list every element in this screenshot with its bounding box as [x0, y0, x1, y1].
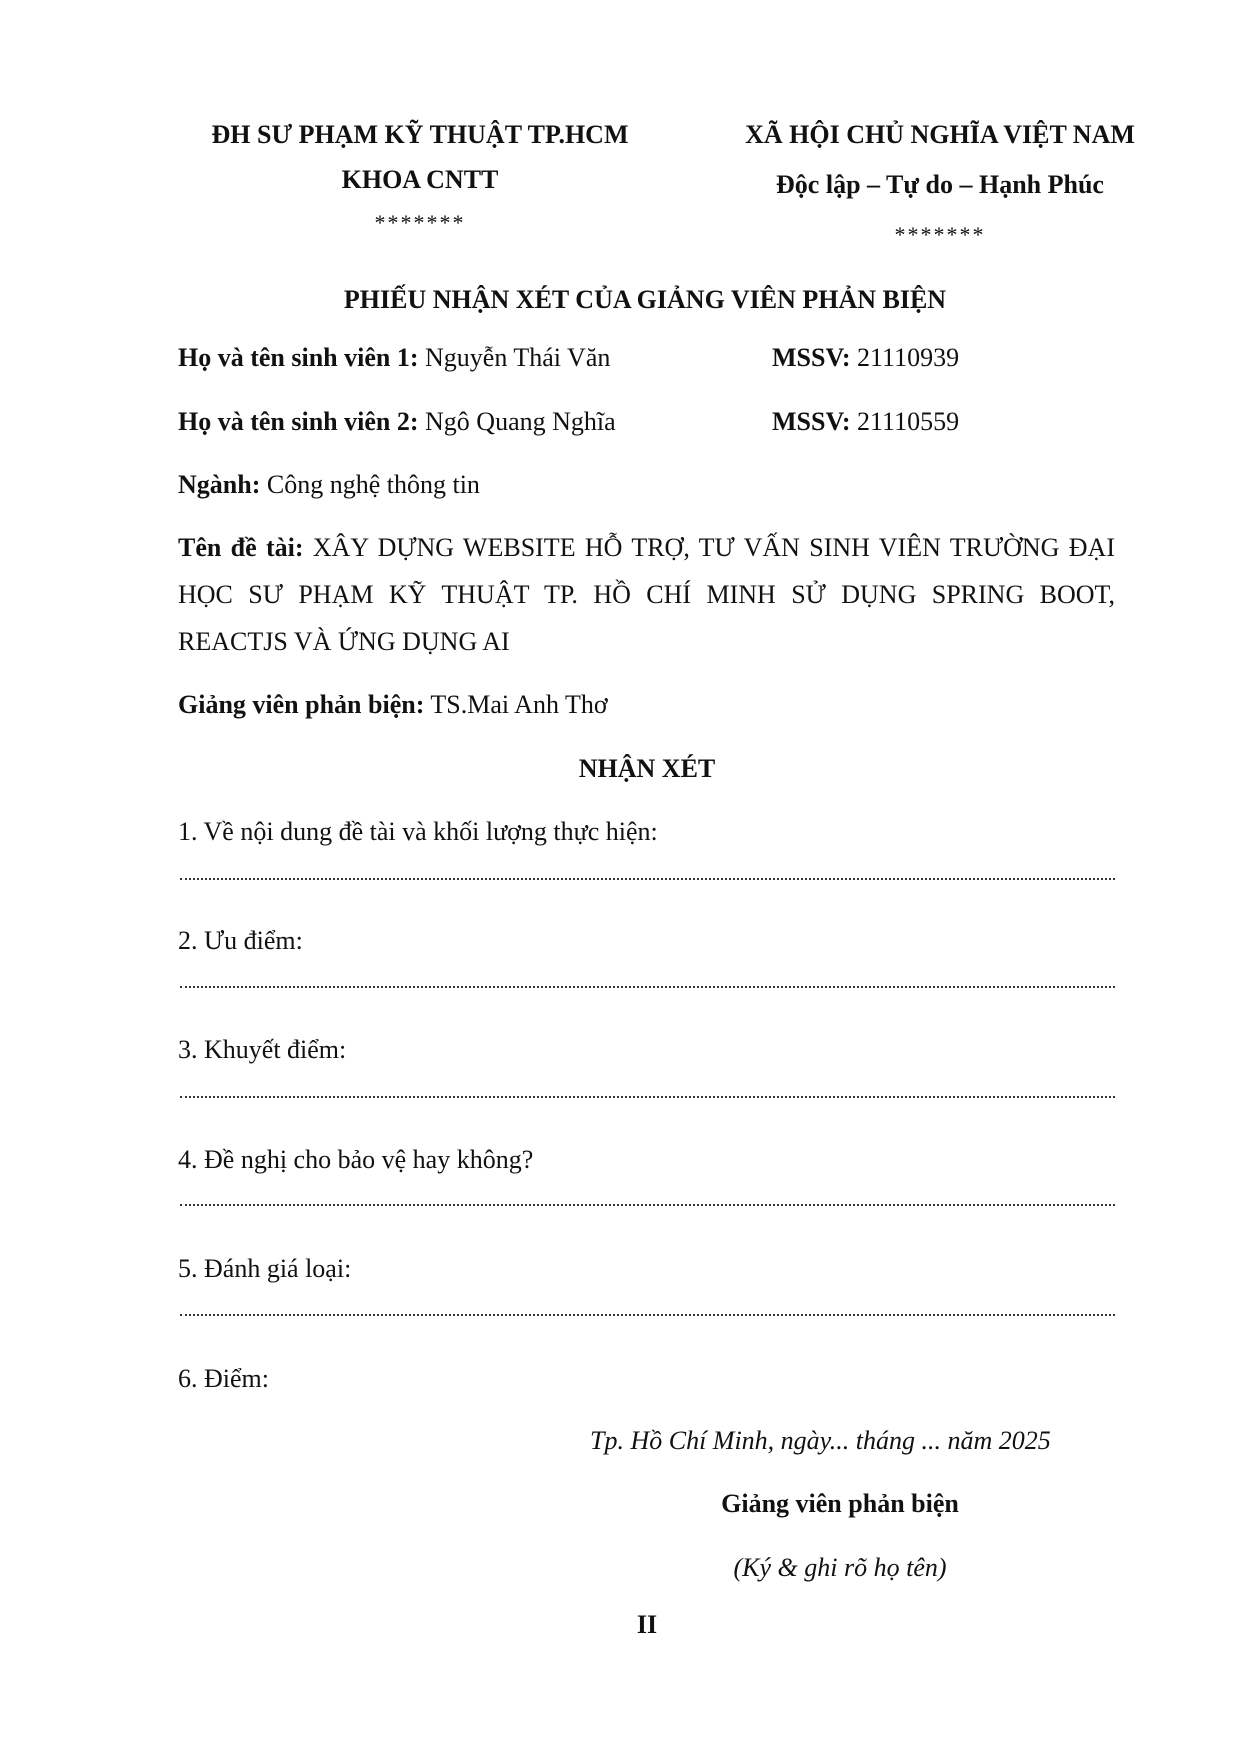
- question-5: 5. Đánh giá loại:: [178, 1254, 352, 1283]
- student-2-name: Ngô Quang Nghĩa: [418, 407, 616, 436]
- answer-line-1[interactable]: [180, 874, 1115, 880]
- answer-line-5[interactable]: [180, 1310, 1115, 1316]
- student-1-id-row: [772, 343, 959, 373]
- student-1-id-label: MSSV:: [772, 343, 851, 372]
- left-stars-divider: *******: [374, 210, 466, 235]
- major-value: Công nghệ thông tin: [260, 470, 480, 499]
- signature-note: (Ký & ghi rõ họ tên): [733, 1553, 947, 1582]
- student-1-id: 21110939: [850, 343, 960, 372]
- reviewer-label: Giảng viên phản biện:: [178, 690, 425, 719]
- faculty-name: KHOA CNTT: [341, 165, 499, 194]
- question-2: 2. Ưu điểm:: [178, 926, 303, 955]
- answer-line-4[interactable]: [180, 1200, 1115, 1206]
- student-2-id-row: [772, 407, 959, 437]
- question-4: 4. Đề nghị cho bảo vệ hay không?: [178, 1145, 534, 1174]
- answer-line-2[interactable]: [180, 982, 1115, 988]
- signature-role: Giảng viên phản biện: [721, 1489, 959, 1518]
- topic-label: Tên đề tài:: [178, 533, 304, 562]
- student-1-row: [178, 343, 610, 373]
- right-stars-divider: *******: [894, 222, 986, 247]
- answer-line-3[interactable]: [180, 1092, 1115, 1098]
- country-name: XÃ HỘI CHỦ NGHĨA VIỆT NAM: [745, 120, 1135, 149]
- major-label: Ngành:: [178, 470, 261, 499]
- student-2-id-label: MSSV:: [772, 407, 851, 436]
- student-2-name-label: Họ và tên sinh viên 2:: [178, 407, 419, 436]
- major-row: [178, 470, 480, 500]
- student-1-name: Nguyễn Thái Văn: [418, 343, 611, 372]
- question-3: 3. Khuyết điểm:: [178, 1035, 347, 1064]
- student-1-name-label: Họ và tên sinh viên 1:: [178, 343, 419, 372]
- question-6: 6. Điểm:: [178, 1364, 269, 1393]
- topic-line-2: HỌC SƯ PHẠM KỸ THUẬT TP. HỒ CHÍ MINH SỬ DỤNG SPRING BOOT,: [178, 580, 1115, 609]
- reviewer-name: TS.Mai Anh Thơ: [424, 690, 608, 719]
- place-date: Tp. Hồ Chí Minh, ngày... tháng ... năm 2025: [590, 1426, 1051, 1455]
- page-number: II: [636, 1610, 658, 1639]
- topic-text-1: XÂY DỰNG WEBSITE HỖ TRỢ, TƯ VẤN SINH VIÊN TRƯỜNG ĐẠI: [312, 533, 1115, 562]
- topic-line-3: REACTJS VÀ ỨNG DỤNG AI: [178, 627, 510, 656]
- page-title: PHIẾU NHẬN XÉT CỦA GIẢNG VIÊN PHẢN BIỆN: [343, 285, 947, 314]
- university-name: ĐH SƯ PHẠM KỸ THUẬT TP.HCM: [211, 120, 629, 149]
- student-2-row: [178, 407, 616, 437]
- student-2-id: 21110559: [850, 407, 960, 436]
- national-motto: Độc lập – Tự do – Hạnh Phúc: [776, 170, 1104, 199]
- reviewer-row: [178, 690, 608, 720]
- question-1: 1. Về nội dung đề tài và khối lượng thực hiện:: [178, 817, 658, 846]
- topic-line-1: [178, 533, 1115, 563]
- comments-heading: NHẬN XÉT: [578, 754, 716, 783]
